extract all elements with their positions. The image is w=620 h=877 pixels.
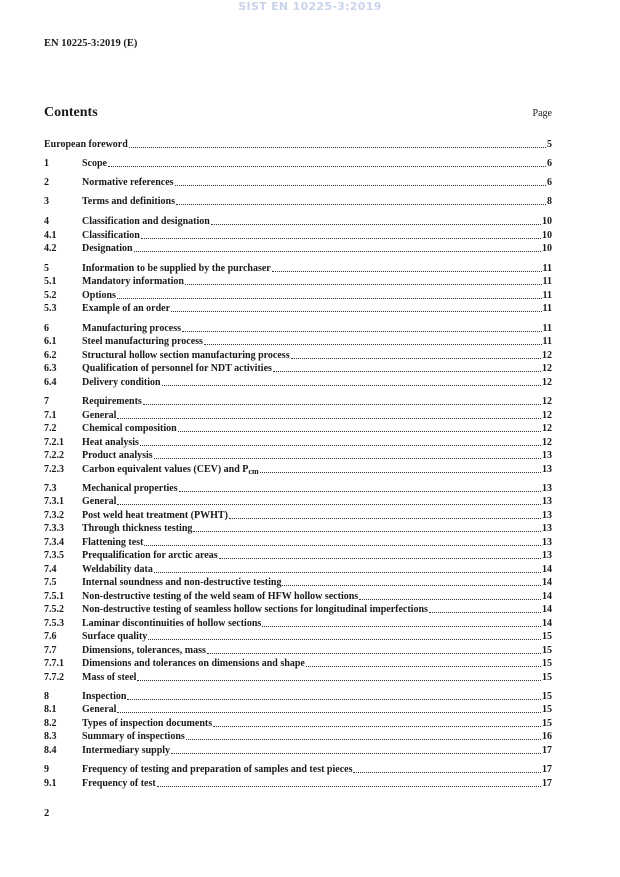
toc-entry-title-text: Through thickness testing (82, 523, 193, 534)
dot-leader (117, 503, 541, 505)
toc-entry-number: 8.1 (44, 704, 57, 715)
toc-entry-number: 8.4 (44, 745, 57, 756)
dot-leader (204, 343, 542, 345)
toc-entry-page: 13 (542, 510, 552, 521)
toc-entry-title (82, 263, 271, 275)
toc-entry-page: 11 (542, 263, 552, 274)
toc-entry-title (82, 496, 116, 508)
toc-entry[interactable] (44, 322, 552, 335)
toc-entry[interactable] (44, 603, 552, 616)
dot-leader (207, 652, 541, 654)
toc-entry[interactable] (44, 522, 552, 535)
dot-leader (154, 571, 541, 573)
dot-leader (137, 679, 541, 681)
toc-entry-page: 11 (542, 276, 552, 287)
dot-leader (154, 457, 541, 459)
toc-entry-number: 7.3.2 (44, 510, 64, 521)
toc-entry-number: 7.5.3 (44, 618, 64, 629)
toc-entry-number: 7.3.1 (44, 496, 64, 507)
toc-entry-number: 7.7.1 (44, 658, 64, 669)
toc-entry[interactable] (44, 275, 552, 288)
toc-entry-page: 12 (542, 410, 552, 421)
toc-entry[interactable] (44, 703, 552, 716)
dot-leader (108, 165, 546, 167)
toc-entry-title-text: Carbon equivalent values (CEV) and P (82, 464, 249, 475)
toc-entry-page: 12 (542, 437, 552, 448)
toc-entry-title-text: Scope (82, 158, 107, 169)
toc-entry[interactable] (44, 763, 552, 776)
toc-entry-title-text: Summary of inspections (82, 731, 185, 742)
toc-entry-title-text: Terms and definitions (82, 196, 175, 207)
toc-entry-number: 6 (44, 323, 49, 334)
toc-entry-page: 17 (542, 778, 552, 789)
dot-leader (157, 785, 541, 787)
dot-leader (213, 725, 541, 727)
toc-entry-number: 7.2 (44, 423, 57, 434)
toc-entry-title-text: Delivery condition (82, 377, 161, 388)
toc-entry-title (82, 778, 156, 790)
toc-entry-page: 14 (542, 564, 552, 575)
toc-entry-page: 13 (542, 464, 552, 475)
toc-entry-number: 7.3.3 (44, 523, 64, 534)
dot-leader (143, 403, 541, 405)
toc-entry[interactable] (44, 349, 552, 362)
toc-entry-title-text: Flattening test (82, 537, 144, 548)
toc-entry-title (82, 577, 281, 589)
toc-entry-page: 6 (547, 158, 552, 169)
toc-entry-title (82, 537, 143, 549)
toc-entry[interactable] (44, 289, 552, 302)
toc-entry[interactable] (44, 644, 552, 657)
toc-entry-title (44, 139, 128, 151)
dot-leader (117, 417, 541, 419)
toc-entry-title (82, 764, 352, 776)
toc-entry[interactable] (44, 777, 552, 790)
dot-leader (211, 223, 541, 225)
toc-entry-title-text: Intermediary supply (82, 745, 171, 756)
toc-entry-title (82, 731, 185, 743)
toc-entry-page: 8 (547, 196, 552, 207)
dot-leader (141, 237, 541, 239)
document-id: EN 10225-3:2019 (E) (44, 38, 138, 49)
toc-entry[interactable] (44, 671, 552, 684)
toc-entry-title (82, 564, 153, 576)
toc-entry-title-text: General (82, 496, 117, 507)
toc-entry-number: 7.2.1 (44, 437, 64, 448)
toc-entry-page: 12 (542, 350, 552, 361)
dot-leader (229, 517, 541, 519)
toc-entry-title (82, 437, 139, 449)
toc-entry-title-text: Dimensions, tolerances, mass (82, 645, 206, 656)
toc-entry-page: 5 (547, 139, 552, 150)
toc-entry[interactable] (44, 463, 552, 476)
toc-entry-title-text: Types of inspection documents (82, 718, 213, 729)
toc-entry-number: 7.4 (44, 564, 57, 575)
toc-entry-title-text: Mechanical properties (82, 483, 178, 494)
dot-leader (260, 471, 541, 473)
toc-entry[interactable] (44, 617, 552, 630)
toc-entry-number: 7.5.2 (44, 604, 64, 615)
toc-entry-number: 7.2.2 (44, 450, 64, 461)
dot-leader (272, 270, 542, 272)
toc-entry-title-text: Chemical composition (82, 423, 177, 434)
toc-entry-title-text: Options (82, 290, 116, 301)
toc-entry-number: 4 (44, 216, 49, 227)
dot-leader (219, 557, 541, 559)
dot-leader (282, 584, 541, 586)
toc-entry-number: 8.2 (44, 718, 57, 729)
page-column-label: Page (532, 108, 552, 119)
toc-entry-page: 6 (547, 177, 552, 188)
toc-entry-title-text: Prequalification for arctic areas (82, 550, 218, 561)
toc-entry[interactable] (44, 138, 552, 151)
toc-entry-title (82, 604, 428, 616)
toc-entry-page: 15 (542, 704, 552, 715)
toc-entry-page: 15 (542, 691, 552, 702)
toc-entry[interactable] (44, 262, 552, 275)
toc-entry-page: 13 (542, 450, 552, 461)
dot-leader (129, 146, 546, 148)
toc-entry-page: 11 (542, 323, 552, 334)
toc-entry-number: 1 (44, 158, 49, 169)
toc-entry-title (82, 745, 170, 757)
toc-entry-title-text: Information to be supplied by the purchaser (82, 263, 271, 274)
toc-entry-title-text: Non-destructive testing of seamless hollow sections for longitudinal imperfections (82, 604, 428, 615)
dot-leader (171, 752, 541, 754)
toc-entry-number: 8.3 (44, 731, 57, 742)
toc-entry-page: 15 (542, 631, 552, 642)
toc-entry[interactable] (44, 335, 552, 348)
toc-entry-page: 10 (542, 230, 552, 241)
toc-entry-number: 4.2 (44, 243, 57, 254)
toc-entry-number: 7.1 (44, 410, 57, 421)
dot-leader (353, 771, 541, 773)
toc-entry-number: 6.2 (44, 350, 57, 361)
toc-entry-number: 5 (44, 263, 49, 274)
toc-entry[interactable] (44, 717, 552, 730)
toc-entry-number: 5.3 (44, 303, 57, 314)
toc-entry-title-text: General (82, 704, 117, 715)
toc-entry-page: 15 (542, 658, 552, 669)
dot-leader (182, 330, 542, 332)
toc-entry-title (82, 377, 161, 389)
toc-entry-number: 6.4 (44, 377, 57, 388)
dot-leader (429, 611, 541, 613)
dot-leader (179, 490, 541, 492)
toc-entry-number: 7.5.1 (44, 591, 64, 602)
dot-leader (175, 184, 546, 186)
dot-leader (176, 203, 546, 205)
toc-entry-page: 14 (542, 591, 552, 602)
toc-entry[interactable] (44, 509, 552, 522)
toc-entry-title (82, 645, 206, 657)
toc-entry-number: 8 (44, 691, 49, 702)
toc-entry-title (82, 423, 177, 435)
toc-entry-title-text: Frequency of test (82, 778, 156, 789)
toc-entry-title (82, 336, 203, 348)
dot-leader (117, 711, 541, 713)
toc-entry-title-text: Normative references (82, 177, 174, 188)
toc-entry[interactable] (44, 422, 552, 435)
toc-entry-page: 14 (542, 604, 552, 615)
toc-entry-page: 13 (542, 496, 552, 507)
toc-entry-title (82, 450, 153, 462)
toc-entry-title-text: Weldability data (82, 564, 153, 575)
toc-entry-title (82, 216, 210, 228)
toc-entry[interactable] (44, 730, 552, 743)
toc-entry-title-text: Dimensions and tolerances on dimensions and shape (82, 658, 305, 669)
toc-entry-title (82, 230, 140, 242)
dot-leader (186, 738, 541, 740)
toc-entry[interactable] (44, 157, 552, 170)
toc-entry-title-text: Example of an order (82, 303, 171, 314)
toc-entry-title (82, 704, 116, 716)
toc-entry-title (82, 618, 261, 630)
toc-entry-title-text: General (82, 410, 117, 421)
toc-entry-page: 13 (542, 537, 552, 548)
toc-entry-title-text: Non-destructive testing of the weld seam of HFW hollow sections (82, 591, 359, 602)
toc-entry-title-text: Structural hollow section manufacturing process (82, 350, 290, 361)
toc-entry-title (82, 350, 290, 362)
toc-entry[interactable] (44, 242, 552, 255)
toc-entry-number: 5.2 (44, 290, 57, 301)
toc-entry-title-text: Classification (82, 230, 140, 241)
toc-entry[interactable] (44, 590, 552, 603)
toc-entry-number: 7.2.3 (44, 464, 64, 475)
toc-entry-title (82, 523, 192, 535)
toc-entry-number: 4.1 (44, 230, 57, 241)
toc-entry-title-text: Inspection (82, 691, 127, 702)
toc-entry[interactable] (44, 690, 552, 703)
toc-entry-page: 13 (542, 550, 552, 561)
toc-entry-number: 7 (44, 396, 49, 407)
toc-entry-page: 15 (542, 645, 552, 656)
toc-entry-page: 10 (542, 243, 552, 254)
toc-entry-page: 12 (542, 377, 552, 388)
toc-entry-title (82, 196, 175, 208)
toc-entry-title (82, 718, 212, 730)
toc-entry-page: 11 (542, 336, 552, 347)
toc-entry[interactable] (44, 362, 552, 375)
toc-entry-title-text: Post weld heat treatment (PWHT) (82, 510, 228, 521)
toc-entry-title (82, 691, 126, 703)
toc-entry-title (82, 550, 218, 562)
dot-leader (359, 598, 541, 600)
toc-entry-title-text: Manufacturing process (82, 323, 181, 334)
toc-entry[interactable] (44, 436, 552, 449)
page-number: 2 (44, 808, 50, 819)
toc-entry-title (82, 158, 107, 170)
dot-leader (178, 430, 541, 432)
toc-entry[interactable] (44, 449, 552, 462)
toc-entry-title-text: Mass of steel (82, 672, 137, 683)
dot-leader (262, 625, 541, 627)
toc-entry-title (82, 483, 178, 495)
contents-heading: Contents (44, 105, 98, 120)
toc-entry-title-text: Product analysis (82, 450, 153, 461)
toc-entry-title-text: Surface quality (82, 631, 148, 642)
toc-entry-number: 2 (44, 177, 49, 188)
dot-leader (148, 638, 541, 640)
toc-entry[interactable] (44, 744, 552, 757)
toc-entry-page: 17 (542, 764, 552, 775)
toc-entry[interactable] (44, 563, 552, 576)
dot-leader (162, 384, 541, 386)
toc-entry-number: 7.3 (44, 483, 57, 494)
toc-entry-number: 3 (44, 196, 49, 207)
toc-entry-number: 6.1 (44, 336, 57, 347)
toc-entry[interactable] (44, 549, 552, 562)
toc-entry-page: 17 (542, 745, 552, 756)
toc-entry-title-text: Laminar discontinuities of hollow sections (82, 618, 262, 629)
toc-entry-title-text: Designation (82, 243, 133, 254)
toc-entry[interactable] (44, 395, 552, 408)
toc-entry-page: 11 (542, 303, 552, 314)
toc-entry-title-text: Qualification of personnel for NDT activities (82, 363, 272, 374)
dot-leader (291, 357, 541, 359)
toc-entry-title-subscript: cm (248, 467, 259, 476)
dot-leader (171, 310, 542, 312)
toc-entry-title (82, 363, 272, 375)
toc-entry-number: 7.3.4 (44, 537, 64, 548)
toc-entry[interactable] (44, 302, 552, 315)
toc-entry-title-text: Steel manufacturing process (82, 336, 203, 347)
toc-entry-title-text: European foreword (44, 139, 128, 150)
toc-entry[interactable] (44, 376, 552, 389)
toc-entry[interactable] (44, 195, 552, 208)
toc-entry-number: 9 (44, 764, 49, 775)
toc-entry-number: 7.3.5 (44, 550, 64, 561)
toc-entry-page: 13 (542, 483, 552, 494)
toc-entry[interactable] (44, 409, 552, 422)
toc-entry-page: 15 (542, 718, 552, 729)
dot-leader (306, 665, 541, 667)
toc-entry-title (82, 658, 305, 670)
toc-entry[interactable] (44, 657, 552, 670)
toc-entry-number: 7.6 (44, 631, 57, 642)
toc-entry-title (82, 464, 259, 476)
toc-entry[interactable] (44, 482, 552, 495)
dot-leader (134, 250, 541, 252)
dot-leader (144, 544, 541, 546)
toc-entry-page: 11 (542, 290, 552, 301)
toc-entry-title-text: Internal soundness and non-destructive testing (82, 577, 282, 588)
toc-entry-page: 10 (542, 216, 552, 227)
toc-entry-title (82, 410, 116, 422)
toc-entry-page: 12 (542, 423, 552, 434)
dot-leader (140, 444, 541, 446)
toc-entry-number: 7.7.2 (44, 672, 64, 683)
toc-entry-page: 12 (542, 363, 552, 374)
toc-entry-number: 6.3 (44, 363, 57, 374)
toc-entry[interactable] (44, 215, 552, 228)
toc-entry-title (82, 591, 358, 603)
toc-entry-page: 14 (542, 577, 552, 588)
toc-entry-title (82, 276, 184, 288)
toc-entry-title (82, 303, 170, 315)
toc-entry[interactable] (44, 630, 552, 643)
toc-entry-title (82, 672, 136, 684)
toc-entry[interactable] (44, 536, 552, 549)
dot-leader (117, 297, 542, 299)
toc-entry-number: 7.5 (44, 577, 57, 588)
toc-entry-number: 9.1 (44, 778, 57, 789)
toc-entry-title-text: Classification and designation (82, 216, 210, 227)
toc-entry-number: 7.7 (44, 645, 57, 656)
toc-entry[interactable] (44, 495, 552, 508)
toc-entry-title-text: Requirements (82, 396, 142, 407)
toc-entry-title (82, 396, 142, 408)
toc-entry-page: 15 (542, 672, 552, 683)
toc-entry-title-text: Mandatory information (82, 276, 184, 287)
toc-entry-page: 16 (542, 731, 552, 742)
dot-leader (193, 530, 541, 532)
toc-entry-page: 13 (542, 523, 552, 534)
toc-entry-title (82, 243, 133, 255)
toc-entry-title-text: Heat analysis (82, 437, 139, 448)
toc-entry[interactable] (44, 176, 552, 189)
dot-leader (127, 698, 541, 700)
toc-entry-title (82, 631, 147, 643)
toc-entry-number: 5.1 (44, 276, 57, 287)
toc-entry[interactable] (44, 576, 552, 589)
watermark: SIST EN 10225-3:2019 (238, 0, 382, 13)
toc-entry-title (82, 290, 116, 302)
toc-entry-page: 12 (542, 396, 552, 407)
dot-leader (185, 283, 542, 285)
toc-entry-title-text: Frequency of testing and preparation of samples and test pieces (82, 764, 353, 775)
toc-entry-title (82, 323, 181, 335)
dot-leader (273, 370, 541, 372)
toc-entry-page: 14 (542, 618, 552, 629)
toc-entry[interactable] (44, 229, 552, 242)
toc-entry-title (82, 510, 228, 522)
toc-entry-title (82, 177, 174, 189)
